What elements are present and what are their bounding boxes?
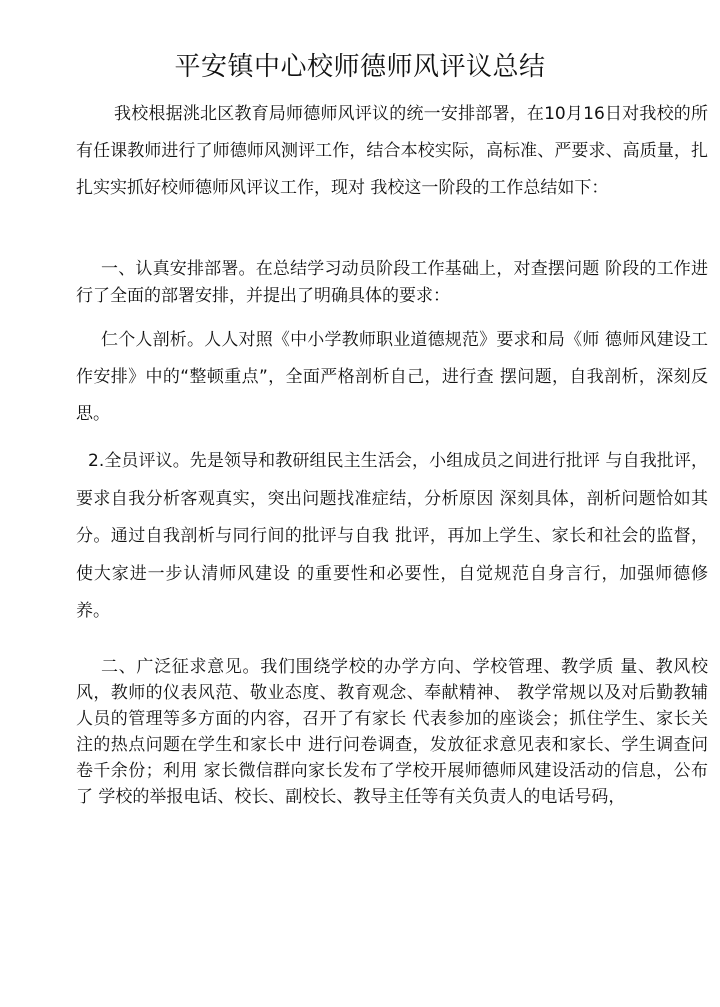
section-two-paragraph: 二、广泛征求意见。我们围绕学校的办学方向、学校管理、教学质 量、教风校风，教师的仪表风范、敬业态度、教育观念、奉献精神、 教学常规以及对后勤教辅人员的管理等多方面的内容，召开了有家长 代表参加的座谈会；抓住学生、家长关注的热点问题在学生和家长中 进行问卷调查，发放征求意见表和家长、学生调查问卷千余份；利用 家长微信群向家长发布了学校开展师德师风建设活动的信息，公布了 学校的举报电话、校长、副校长、教导主任等有关负责人的电话号码， bbox=[76, 657, 708, 807]
intro-paragraph: 我校根据洮北区教育局师德师风评议的统一安排部署，在10月16日对我校的所有任课教师进行了师德师风测评工作，结合本校实际，高标准、严要求、高质量，扎扎实实抓好校师德师风评议工作，现对 我校这一阶段的工作总结如下： bbox=[76, 104, 708, 198]
document-title: 平安镇中心校师德师风评议总结 bbox=[174, 52, 546, 82]
item-one-paragraph: 仁个人剖析。人人对照《中小学教师职业道德规范》要求和局《师 德师风建设工作安排》中的“整顿重点”，全面严格剖析自己，进行查 摆问题，自我剖析，深刻反思。 bbox=[76, 330, 708, 424]
section-one-paragraph: 一、认真安排部署。在总结学习动员阶段工作基础上，对查摆问题 阶段的工作进行了全面的部署安排，并提出了明确具体的要求： bbox=[76, 259, 708, 306]
item-two-paragraph: 2.全员评议。先是领导和教研组民主生活会，小组成员之间进行批评 与自我批评，要求自我分析客观真实，突出问题找准症结，分析原因 深刻具体，剖析问题恰如其分。通过自我剖析与同行间的批评与自我 批评，再加上学生、家长和社会的监督，使大家进一步认清师风建设 的重要性和必要性，自觉规范自身言行，加强师德修养。 bbox=[76, 451, 708, 621]
